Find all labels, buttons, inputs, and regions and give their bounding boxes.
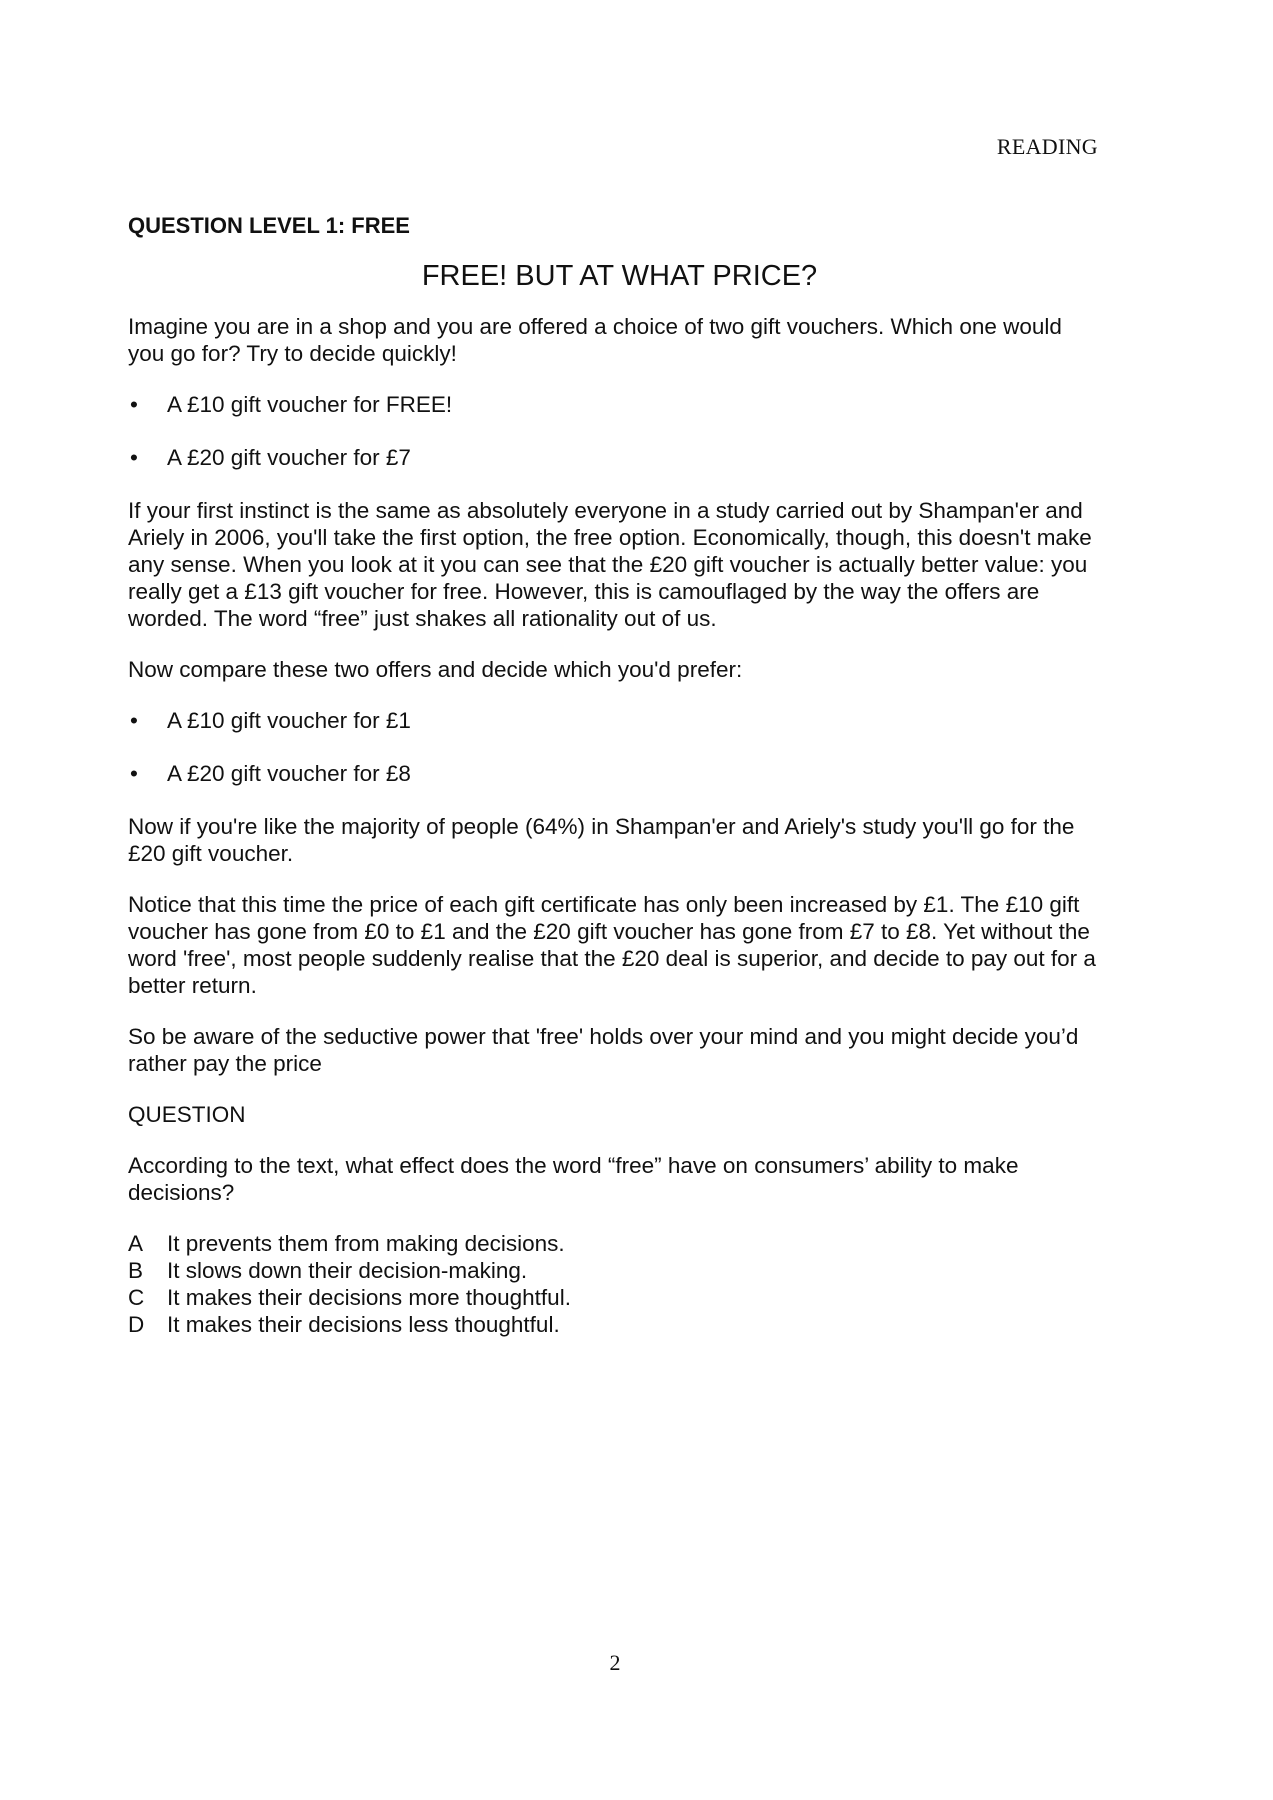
list-item [128,391,1103,418]
document-content [128,212,1103,1338]
question-label: QUESTION [128,1102,246,1127]
bullet-icon: • [130,708,138,733]
offer-text: A £10 gift voucher for £1 [167,708,411,733]
offers-list-2 [128,707,1103,787]
option-text: It slows down their decision-making. [167,1258,528,1283]
article-paragraph-3: Now compare these two offers and decide which you'd prefer: [128,657,743,682]
answer-option-d [128,1311,1103,1338]
section-heading: QUESTION LEVEL 1: FREE [128,213,410,238]
article-paragraph-2: If your first instinct is the same as absolutely everyone in a study carried out by Shampan'er and Ariely in 2006, you'll take the first option, the free option. Economically, though, this doesn't make any sense. When you look at it you can see that the £20 gift voucher is actually better value: you really get a £13 gift voucher for free. However, this is camouflaged by the way the offers are worded. The word “free” just shakes all rationality out of us. [128,498,1092,631]
option-letter: C [128,1285,145,1310]
bullet-icon: • [130,445,138,470]
bullet-icon: • [130,761,138,786]
article-title: FREE! BUT AT WHAT PRICE? [421,260,818,292]
answer-option-a [128,1230,1103,1257]
article-intro: Imagine you are in a shop and you are offered a choice of two gift vouchers. Which one would you go for? Try to decide quickly! [128,314,1062,366]
bullet-icon: • [130,392,138,417]
article-paragraph-6: So be aware of the seductive power that 'free' holds over your mind and you might decide you’d rather pay the price [128,1024,1079,1076]
article-paragraph-4: Now if you're like the majority of people (64%) in Shampan'er and Ariely's study you'll go for the £20 gift voucher. [128,814,1075,866]
header-label: READING [996,134,1098,159]
page-number: 2 [609,1650,621,1675]
list-item [128,444,1103,471]
option-letter: B [128,1258,144,1283]
article-paragraph-5: Notice that this time the price of each gift certificate has only been increased by £1. The £10 gift voucher has gone from £0 to £1 and the £20 gift voucher has gone from £7 to £8. Yet without the word 'free', most people suddenly realise that the £20 deal is superior, and decide to pay out for a better return. [128,892,1096,998]
answer-options [128,1230,1103,1338]
option-text: It makes their decisions less thoughtful. [167,1312,560,1337]
answer-option-b [128,1257,1103,1284]
offer-text: A £20 gift voucher for £7 [167,445,411,470]
option-text: It prevents them from making decisions. [167,1231,565,1256]
option-letter: A [128,1231,144,1256]
answer-option-c [128,1284,1103,1311]
option-letter: D [128,1312,145,1337]
option-text: It makes their decisions more thoughtful. [167,1285,571,1310]
offer-text: A £20 gift voucher for £8 [167,761,411,786]
list-item [128,707,1103,734]
offer-text: A £10 gift voucher for FREE! [167,392,453,417]
offers-list-1 [128,391,1103,471]
question-prompt: According to the text, what effect does the word “free” have on consumers’ ability to make decisions? [128,1153,1019,1205]
list-item [128,760,1103,787]
